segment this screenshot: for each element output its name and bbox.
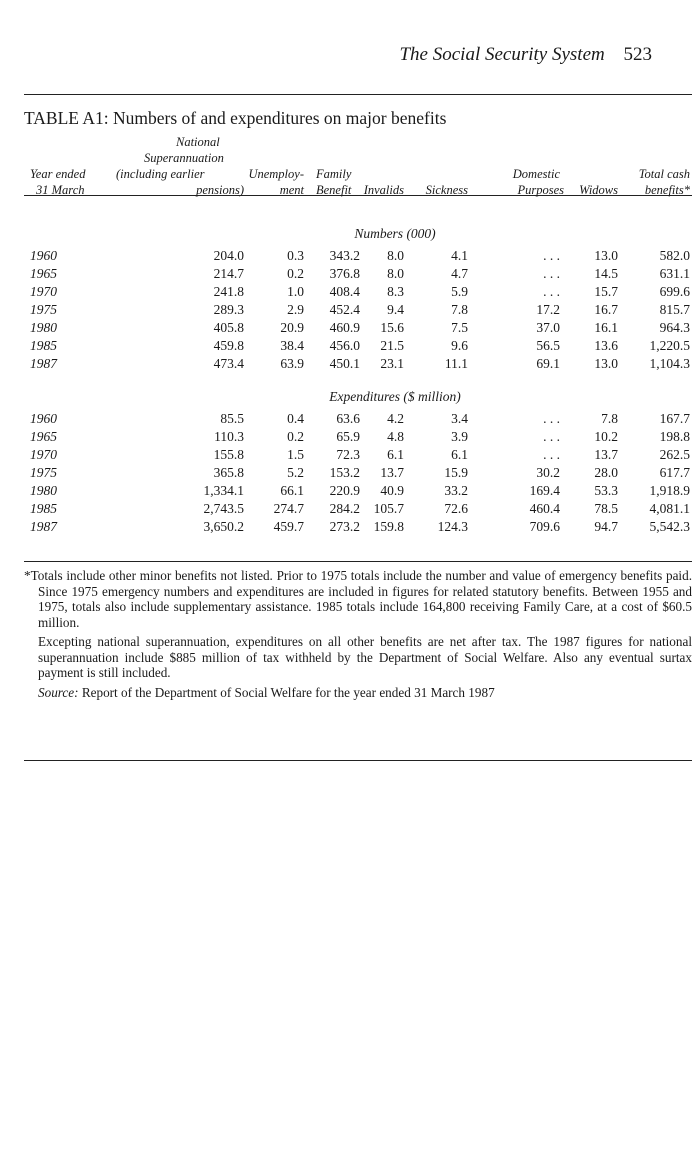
cell-sickness: 72.6 [444,501,468,516]
col-unemp-line2: ment [279,183,304,197]
cell-nat: 459.8 [213,338,244,353]
top-rule [24,94,692,95]
col-nat-line1: National [176,135,220,149]
cell-domestic: 30.2 [536,465,560,480]
cell-widows: 94.7 [594,519,618,534]
cell-nat: 110.3 [214,429,244,444]
cell-sickness: 33.2 [444,483,468,498]
table-row [0,519,700,537]
cell-widows: 13.6 [594,338,618,353]
cell-nat: 365.8 [213,465,244,480]
cell-invalids: 40.9 [380,483,404,498]
cell-family: 63.6 [336,411,360,426]
cell-year: 1965 [30,266,57,281]
table-row [0,411,700,429]
cell-nat: 2,743.5 [203,501,244,516]
table-row [0,266,700,284]
col-nat-line2: Superannuation [144,151,224,165]
cell-sickness: 11.1 [444,356,468,371]
cell-domestic: . . . [543,447,560,462]
cell-widows: 53.3 [594,483,618,498]
cell-total: 5,542.3 [649,519,690,534]
table-row [0,501,700,519]
cell-unemp: 0.2 [287,429,304,444]
cell-total: 1,104.3 [649,356,690,371]
cell-family: 284.2 [329,501,360,516]
cell-domestic: . . . [543,248,560,263]
source-label: Source: [38,684,79,700]
table-row [0,248,700,266]
cell-family: 343.2 [329,248,360,263]
cell-unemp: 5.2 [287,465,304,480]
cell-unemp: 1.5 [287,447,304,462]
section-label-expenditures: Expenditures ($ million) [329,389,461,404]
cell-year: 1985 [30,338,57,353]
cell-domestic: 56.5 [536,338,560,353]
running-head-title: The Social Security System [399,44,605,65]
cell-nat: 241.8 [213,284,244,299]
cell-sickness: 4.1 [451,248,468,263]
header-rule [24,195,692,196]
table-row [0,320,700,338]
cell-family: 450.1 [329,356,360,371]
cell-year: 1960 [30,411,57,426]
cell-nat: 155.8 [213,447,244,462]
cell-total: 699.6 [659,284,690,299]
cell-invalids: 21.5 [380,338,404,353]
cell-domestic: . . . [543,411,560,426]
col-total-line1: Total cash [638,167,690,181]
cell-year: 1980 [30,483,57,498]
cell-total: 815.7 [659,302,690,317]
cell-total: 631.1 [659,266,690,281]
col-year-line2: 31 March [36,183,85,197]
cell-nat: 204.0 [213,248,244,263]
cell-year: 1980 [30,320,57,335]
cell-invalids: 15.6 [380,320,404,335]
cell-family: 220.9 [329,483,360,498]
cell-year: 1965 [30,429,57,444]
cell-unemp: 66.1 [280,483,304,498]
cell-widows: 13.0 [594,356,618,371]
cell-sickness: 7.5 [451,320,468,335]
cell-total: 4,081.1 [649,501,690,516]
cell-nat: 289.3 [213,302,244,317]
cell-invalids: 6.1 [387,447,404,462]
cell-widows: 10.2 [594,429,618,444]
cell-total: 198.8 [659,429,690,444]
cell-invalids: 4.8 [387,429,404,444]
col-sickness: Sickness [425,183,468,197]
cell-domestic: 709.6 [529,519,560,534]
table-row [0,429,700,447]
cell-sickness: 4.7 [451,266,468,281]
col-family-line1: Family [316,167,352,181]
cell-invalids: 8.0 [387,248,404,263]
cell-sickness: 124.3 [437,519,468,534]
cell-unemp: 0.2 [287,266,304,281]
cell-sickness: 5.9 [451,284,468,299]
cell-domestic: 69.1 [536,356,560,371]
cell-family: 376.8 [329,266,360,281]
cell-widows: 14.5 [594,266,618,281]
cell-nat: 85.5 [220,411,244,426]
cell-invalids: 105.7 [373,501,404,516]
cell-domestic: 37.0 [536,320,560,335]
table-row [0,356,700,374]
cell-year: 1985 [30,501,57,516]
cell-family: 460.9 [329,320,360,335]
cell-unemp: 0.3 [287,248,304,263]
cell-widows: 15.7 [594,284,618,299]
cell-family: 273.2 [329,519,360,534]
cell-year: 1975 [30,302,57,317]
cell-nat: 3,650.2 [203,519,244,534]
col-year-line1: Year ended [30,167,86,181]
cell-widows: 16.7 [594,302,618,317]
col-nat-line4: pensions) [196,183,244,197]
note-tax: Excepting national superannuation, expenditures on all other benefits are net after tax. The 1987 figures for national superannuation include $885 million of tax withheld by the Department of Social Welfare. Also any eventual surtax payment is still included. [38,634,692,680]
col-widows: Widows [579,183,618,197]
table-row [0,447,700,465]
table-notes [24,568,692,704]
cell-invalids: 4.2 [387,411,404,426]
table-row [0,465,700,483]
footnote: *Totals include other minor benefits not listed. Prior to 1975 totals include the number and value of emergency benefits paid. Since 1975 emergency numbers and expenditures are included in figures for related statutory benefits. Between 1955 and 1975, totals also include supplementary assistance. 1985 totals include 164,800 receiving Family Care, at a cost of $60.5 million. [24,568,692,630]
cell-sickness: 7.8 [451,302,468,317]
cell-domestic: 460.4 [529,501,560,516]
cell-domestic: . . . [543,266,560,281]
page-number: 523 [623,44,652,65]
cell-family: 408.4 [329,284,360,299]
cell-unemp: 2.9 [287,302,304,317]
table-row [0,483,700,501]
cell-domestic: . . . [543,429,560,444]
col-family-line2: Benefit [316,183,352,197]
cell-sickness: 6.1 [451,447,468,462]
cell-family: 72.3 [336,447,360,462]
col-domestic-line1: Domestic [512,167,560,181]
cell-nat: 473.4 [213,356,244,371]
cell-widows: 13.7 [594,447,618,462]
cell-family: 452.4 [329,302,360,317]
cell-year: 1987 [30,356,57,371]
cell-year: 1987 [30,519,57,534]
cell-widows: 7.8 [601,411,618,426]
col-total-line2: benefits* [644,183,690,197]
cell-invalids: 13.7 [380,465,404,480]
cell-total: 1,220.5 [649,338,690,353]
source-note [24,685,692,701]
bottom-rule [24,760,692,761]
cell-invalids: 9.4 [387,302,404,317]
cell-year: 1975 [30,465,57,480]
source-text: Report of the Department of Social Welfare for the year ended 31 March 1987 [81,684,495,700]
cell-nat: 214.7 [213,266,244,281]
cell-unemp: 274.7 [273,501,304,516]
cell-unemp: 0.4 [287,411,304,426]
cell-family: 153.2 [329,465,360,480]
cell-domestic: . . . [543,284,560,299]
cell-domestic: 169.4 [529,483,560,498]
cell-invalids: 159.8 [373,519,404,534]
table-row [0,284,700,302]
cell-invalids: 8.3 [387,284,404,299]
cell-total: 262.5 [659,447,690,462]
cell-family: 65.9 [336,429,360,444]
cell-nat: 405.8 [213,320,244,335]
cell-unemp: 63.9 [280,356,304,371]
cell-total: 582.0 [659,248,690,263]
cell-total: 617.7 [659,465,690,480]
cell-domestic: 17.2 [536,302,560,317]
col-domestic-line2: Purposes [517,183,564,197]
cell-widows: 13.0 [594,248,618,263]
cell-invalids: 8.0 [387,266,404,281]
table-row [0,338,700,356]
cell-sickness: 3.9 [451,429,468,444]
col-invalids: Invalids [363,183,404,197]
cell-nat: 1,334.1 [203,483,244,498]
cell-total: 167.7 [659,411,690,426]
cell-sickness: 15.9 [444,465,468,480]
cell-sickness: 3.4 [451,411,468,426]
cell-unemp: 1.0 [287,284,304,299]
cell-year: 1970 [30,284,57,299]
cell-total: 964.3 [659,320,690,335]
table-end-rule [24,561,692,562]
cell-total: 1,918.9 [649,483,690,498]
col-unemp-line1: Unemploy- [248,167,304,181]
cell-widows: 16.1 [594,320,618,335]
cell-widows: 28.0 [594,465,618,480]
cell-year: 1960 [30,248,57,263]
cell-unemp: 38.4 [280,338,304,353]
running-head [399,44,652,66]
col-nat-line3: (including earlier [116,167,205,181]
cell-widows: 78.5 [594,501,618,516]
cell-family: 456.0 [329,338,360,353]
cell-invalids: 23.1 [380,356,404,371]
section-label-numbers: Numbers (000) [354,226,436,241]
cell-unemp: 459.7 [273,519,304,534]
table-title: TABLE A1: Numbers of and expenditures on major benefits [24,108,447,128]
table-row [0,302,700,320]
cell-year: 1970 [30,447,57,462]
cell-unemp: 20.9 [280,320,304,335]
cell-sickness: 9.6 [451,338,468,353]
